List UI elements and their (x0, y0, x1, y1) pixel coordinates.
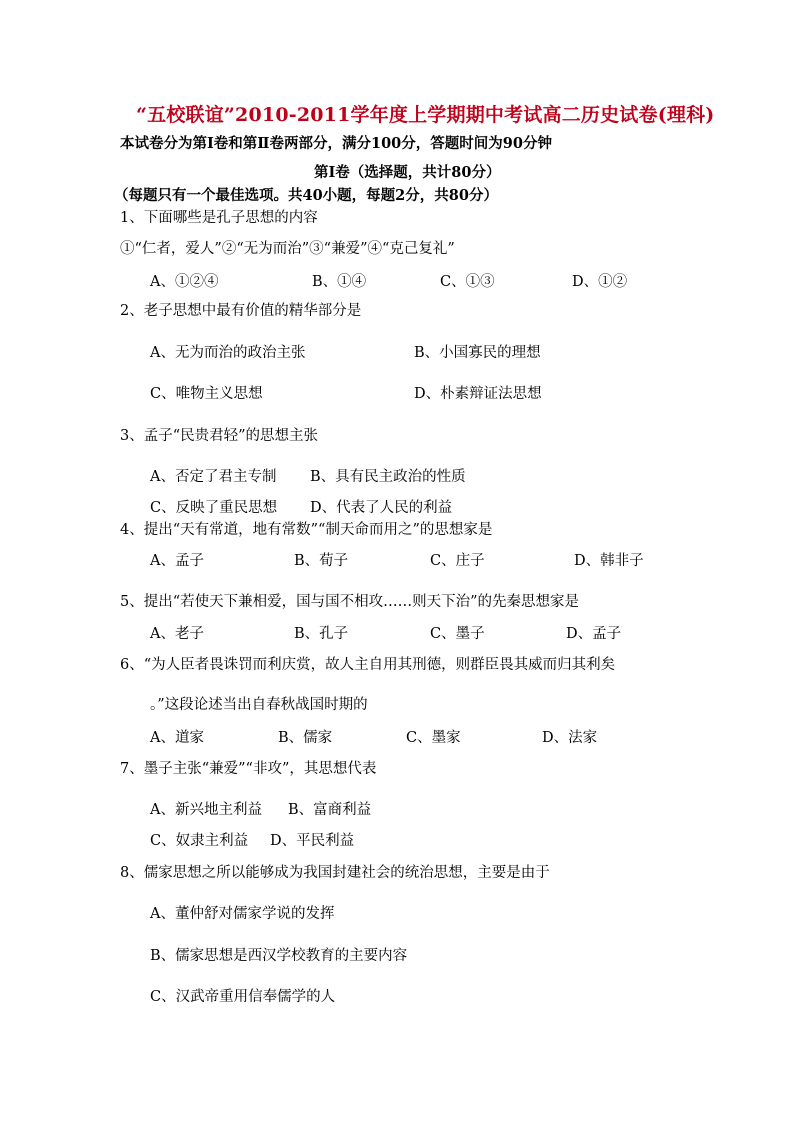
question-2-stem: 2、老子思想中最有价值的精华部分是 (120, 303, 362, 319)
question-2-option-d: D、朴素辩证法思想 (414, 386, 542, 402)
question-1-stem: 1、下面哪些是孔子思想的内容 (120, 210, 318, 226)
question-6-option-a: A、道家 (150, 730, 204, 746)
question-7-option-d: D、平民利益 (270, 833, 355, 849)
question-5-stem: 5、提出“若使天下兼相爱，国与国不相攻……则天下治”的先秦思想家是 (120, 594, 580, 610)
exam-instructions: （每题只有一个最佳选项。共40小题，每题2分，共80分） (114, 187, 498, 204)
question-1-option-a: A、①②④ (150, 274, 219, 290)
question-7-option-a: A、新兴地主利益 (150, 802, 262, 818)
question-4-option-a: A、孟子 (150, 553, 204, 569)
question-5-option-d: D、孟子 (566, 626, 622, 642)
question-3-option-a: A、否定了君主专制 (150, 469, 277, 485)
question-4-stem: 4、提出“天有常道，地有常数”“制天命而用之”的思想家是 (120, 522, 493, 538)
question-1-option-d: D、①② (572, 274, 628, 290)
question-7-option-c: C、奴隶主利益 (150, 833, 249, 849)
question-1-statements: ①“仁者，爱人”②“无为而治”③“兼爱”④“克己复礼” (120, 241, 455, 257)
question-2-option-b: B、小国寡民的理想 (414, 345, 541, 361)
question-7-option-b: B、富商利益 (288, 802, 372, 818)
question-8-option-a: A、董仲舒对儒家学说的发挥 (150, 906, 335, 922)
question-3-option-c: C、反映了重民思想 (150, 500, 278, 516)
question-6-stem-continued: 。”这段论述当出自春秋战国时期的 (150, 697, 368, 713)
question-3-option-b: B、具有民主政治的性质 (310, 469, 466, 485)
question-6-option-d: D、法家 (542, 730, 598, 746)
question-4-option-c: C、庄子 (430, 553, 485, 569)
question-6-stem: 6、“为人臣者畏诛罚而利庆赏，故人主自用其刑德，则群臣畏其威而归其利矣 (120, 657, 616, 673)
part-title: 第Ⅰ卷（选择题，共计80分） (314, 164, 501, 181)
question-2-option-a: A、无为而治的政治主张 (150, 345, 306, 361)
question-6-option-b: B、儒家 (278, 730, 333, 746)
question-5-option-c: C、墨子 (430, 626, 485, 642)
question-2-option-c: C、唯物主义思想 (150, 386, 263, 402)
question-3-stem: 3、孟子“民贵君轻”的思想主张 (120, 428, 319, 444)
question-1-option-b: B、①④ (312, 274, 367, 290)
question-5-option-b: B、孔子 (294, 626, 349, 642)
exam-title: “五校联谊”2010-2011学年度上学期期中考试高二历史试卷(理科) (136, 104, 715, 126)
question-4-option-d: D、韩非子 (574, 553, 644, 569)
question-1-option-c: C、①③ (440, 274, 495, 290)
question-6-option-c: C、墨家 (406, 730, 461, 746)
exam-intro: 本试卷分为第Ⅰ卷和第Ⅱ卷两部分，满分100分，答题时间为90分钟 (120, 135, 552, 152)
question-7-stem: 7、墨子主张“兼爱”“非攻”，其思想代表 (120, 761, 377, 777)
question-8-option-c: C、汉武帝重用信奉儒学的人 (150, 989, 336, 1005)
question-4-option-b: B、荀子 (294, 553, 349, 569)
question-5-option-a: A、老子 (150, 626, 204, 642)
question-8-stem: 8、儒家思想之所以能够成为我国封建社会的统治思想，主要是由于 (120, 865, 550, 881)
question-3-option-d: D、代表了人民的利益 (310, 500, 453, 516)
question-8-option-b: B、儒家思想是西汉学校教育的主要内容 (150, 948, 408, 964)
